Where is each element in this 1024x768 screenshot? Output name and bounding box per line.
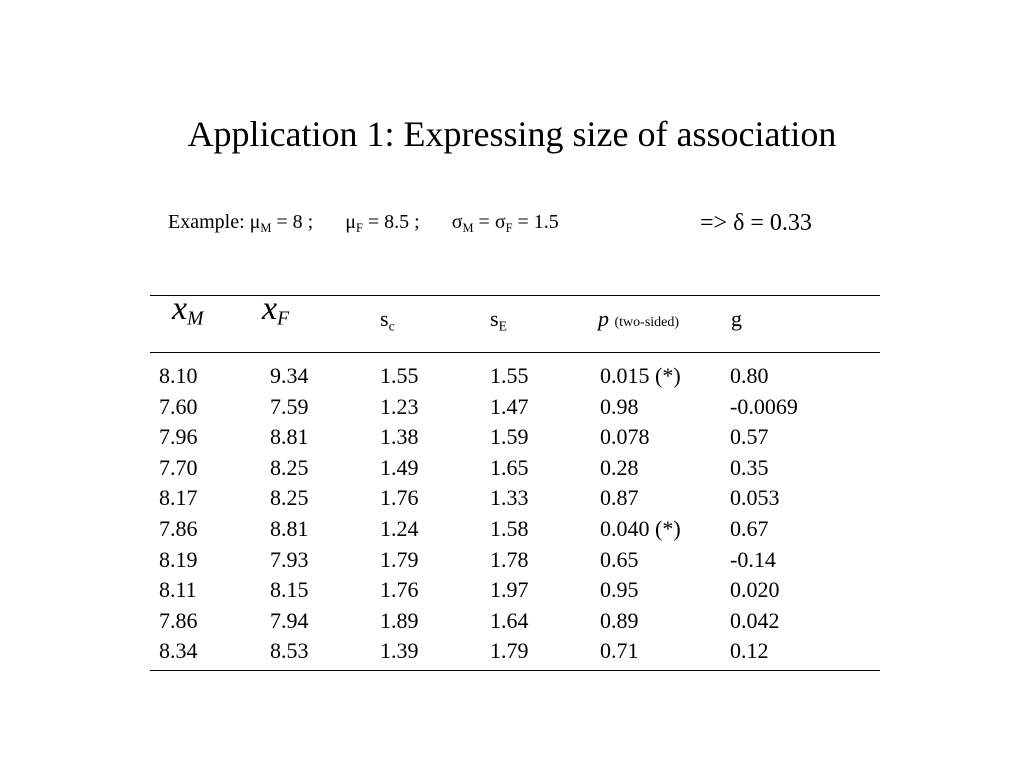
cell-sc: 1.55 <box>380 363 419 388</box>
cell-xbar-f: 7.93 <box>270 546 309 572</box>
cell-xbar-f: 9.34 <box>270 363 309 388</box>
cell-g: 0.80 <box>730 363 769 388</box>
cell-se: 1.97 <box>490 577 529 603</box>
table-row <box>0 635 1024 666</box>
cell-p: 0.040 (*) <box>600 516 681 541</box>
cell-sc: 1.79 <box>380 546 419 572</box>
cell-sc: 1.89 <box>380 607 419 633</box>
cell-sc: 1.24 <box>380 516 419 541</box>
table-row <box>0 360 1024 391</box>
sigma-m-subscript: M <box>462 220 474 235</box>
cell-se: 1.64 <box>490 607 529 633</box>
table-row <box>0 452 1024 483</box>
cell-se: 1.79 <box>490 638 529 664</box>
cell-xbar-f: 8.53 <box>270 638 309 664</box>
cell-p: 0.89 <box>600 607 639 633</box>
cell-se: 1.47 <box>490 393 529 419</box>
cell-xbar-m: 7.86 <box>159 607 198 633</box>
cell-xbar-m: 7.60 <box>159 393 198 419</box>
cell-p: 0.015 (*) <box>600 363 681 388</box>
cell-g: 0.67 <box>730 516 769 541</box>
cell-sc: 1.76 <box>380 485 419 511</box>
cell-xbar-f: 8.25 <box>270 485 309 511</box>
cell-se: 1.58 <box>490 516 529 541</box>
cell-sc: 1.38 <box>380 424 419 450</box>
cell-sc: 1.76 <box>380 577 419 603</box>
table-row <box>0 513 1024 544</box>
header-p: p (two-sided) <box>598 306 680 331</box>
equals-sign: = <box>473 211 495 233</box>
header-se: $s_E$ <box>490 306 507 334</box>
cell-xbar-m: 8.34 <box>159 638 198 664</box>
mu-m-value: = 8 ; <box>271 211 314 233</box>
cell-g: 0.57 <box>730 424 769 450</box>
table-row <box>0 421 1024 452</box>
cell-xbar-m: 8.10 <box>159 363 198 388</box>
cell-xbar-f: 8.25 <box>270 454 309 480</box>
cell-xbar-f: 8.81 <box>270 424 309 450</box>
cell-se: 1.55 <box>490 363 529 388</box>
sigma-f-subscript: F <box>505 220 513 235</box>
cell-xbar-f: 7.94 <box>270 607 309 633</box>
header-g: g <box>731 306 742 331</box>
cell-xbar-f: 8.81 <box>270 516 309 541</box>
table-row <box>0 605 1024 636</box>
table-row <box>0 482 1024 513</box>
cell-g: 0.042 <box>730 607 780 633</box>
cell-p: 0.71 <box>600 638 639 664</box>
slide-title: Application 1: Expressing size of association <box>187 114 837 154</box>
cell-p: 0.65 <box>600 546 639 572</box>
table-bottom-rule <box>150 670 880 671</box>
sigma-symbol: σ <box>451 211 463 233</box>
header-xbar-f: $x_F$ <box>262 290 290 330</box>
mu-symbol: μ <box>345 211 356 233</box>
table-row <box>0 574 1024 605</box>
cell-g: 0.35 <box>730 454 769 480</box>
cell-se: 1.33 <box>490 485 529 511</box>
cell-xbar-m: 7.96 <box>159 424 198 450</box>
header-sc: $s_c$ <box>380 306 395 334</box>
cell-xbar-m: 7.70 <box>159 454 198 480</box>
cell-xbar-m: 8.17 <box>159 485 198 511</box>
cell-xbar-m: 8.11 <box>159 577 197 603</box>
cell-g: -0.14 <box>730 546 776 572</box>
cell-se: 1.65 <box>490 454 529 480</box>
cell-sc: 1.39 <box>380 638 419 664</box>
cell-xbar-f: 7.59 <box>270 393 309 419</box>
cell-p: 0.87 <box>600 485 639 511</box>
cell-xbar-f: 8.15 <box>270 577 309 603</box>
cell-sc: 1.23 <box>380 393 419 419</box>
table-header-rule <box>150 352 880 353</box>
delta-result: => δ = 0.33 <box>700 210 812 236</box>
cell-g: 0.053 <box>730 485 780 511</box>
cell-p: 0.28 <box>600 454 639 480</box>
header-xbar-m: $x_M$ <box>172 290 204 330</box>
table-row <box>0 391 1024 422</box>
cell-g: 0.020 <box>730 577 780 603</box>
sigma-symbol: σ <box>494 211 506 233</box>
cell-p: 0.078 <box>600 424 650 450</box>
mu-symbol: μ <box>249 211 261 233</box>
mu-m-subscript: M <box>260 220 272 235</box>
cell-sc: 1.49 <box>380 454 419 480</box>
cell-xbar-m: 7.86 <box>159 516 198 541</box>
cell-se: 1.78 <box>490 546 529 572</box>
mu-f-subscript: F <box>355 220 363 235</box>
table-row <box>0 544 1024 575</box>
example-line <box>168 208 559 236</box>
cell-se: 1.59 <box>490 424 529 450</box>
sigma-value: = 1.5 <box>512 211 559 233</box>
cell-xbar-m: 8.19 <box>159 546 198 572</box>
table-top-rule <box>150 295 880 296</box>
cell-g: 0.12 <box>730 638 769 664</box>
cell-p: 0.98 <box>600 393 639 419</box>
example-lead: Example: <box>168 211 245 233</box>
mu-f-value: = 8.5 ; <box>362 211 420 233</box>
cell-g: -0.0069 <box>730 393 798 419</box>
cell-p: 0.95 <box>600 577 639 603</box>
